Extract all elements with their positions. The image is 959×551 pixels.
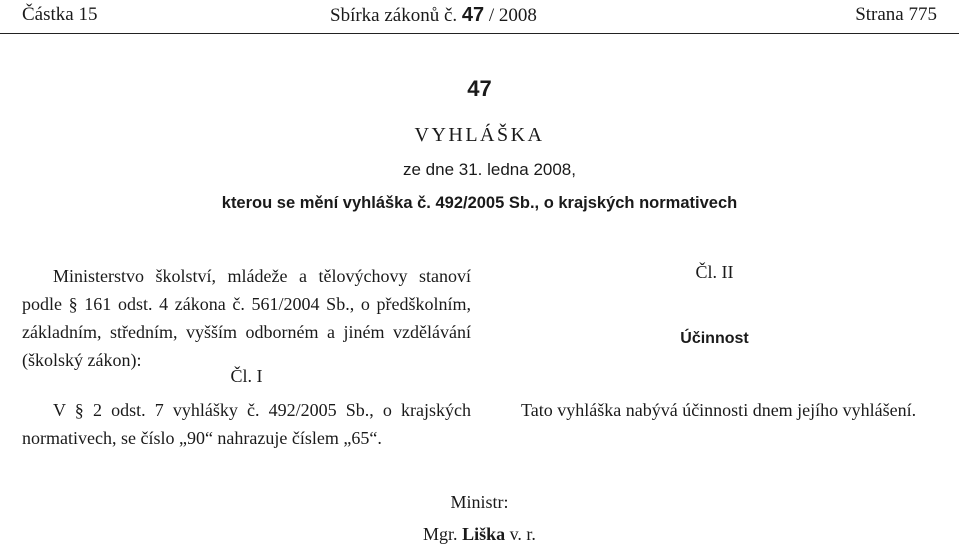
article-2-paragraph: Tato vyhláška nabývá účinnosti dnem jejího vyhlášení.	[521, 400, 917, 420]
header-collection-label	[330, 4, 537, 27]
header-collection-prefix: Sbírka zákonů č.	[330, 5, 458, 26]
article-1-paragraph: V § 2 odst. 7 vyhlášky č. 492/2005 Sb., o krajských normativech, se číslo „90“ nahrazuje číslem „65“.	[22, 400, 471, 448]
header-collection-number: 47	[461, 4, 485, 26]
header-collection-year: / 2008	[488, 5, 537, 26]
preamble-paragraph: Ministerstvo školství, mládeže a tělovýchovy stanoví podle § 161 odst. 4 zákona č. 561/2004 Sb., o předškolním, základním, středním, vyšším odborném a jiném vzdělávání (školský zákon):	[22, 266, 471, 370]
signature-title: Mgr.	[423, 524, 458, 544]
signature-surname: Liška	[462, 524, 506, 544]
header-page-label: Strana 775	[855, 4, 937, 25]
preamble-column	[22, 262, 471, 374]
article-2-column	[490, 396, 941, 424]
document-date: ze dne 31. ledna 2008,	[403, 160, 576, 179]
regulation-number: 47	[467, 76, 492, 101]
article-1-column	[22, 396, 471, 452]
article-1-label: Čl. I	[230, 366, 263, 386]
document-title: kterou se mění vyhláška č. 492/2005 Sb., o krajských normativech	[221, 194, 738, 212]
signature-role: Ministr:	[450, 492, 509, 512]
document-type: VYHLÁŠKA	[414, 124, 545, 146]
signature-name	[0, 524, 959, 545]
header-divider	[0, 33, 959, 34]
article-2-label: Čl. II	[695, 262, 734, 282]
article-2-heading: Účinnost	[680, 330, 749, 347]
header-part-label: Částka 15	[22, 4, 98, 25]
signature-suffix: v. r.	[509, 524, 536, 544]
